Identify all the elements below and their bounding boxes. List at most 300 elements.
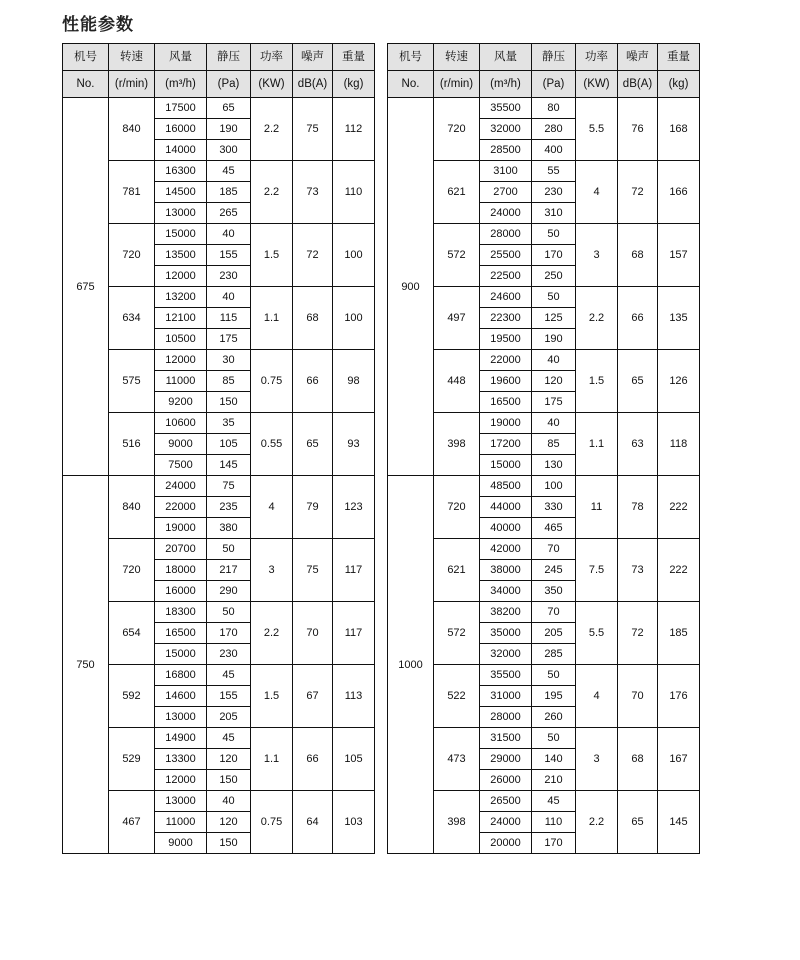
cell-flow: 13300 xyxy=(155,749,207,770)
cell-rpm: 654 xyxy=(109,602,155,665)
cell-pressure: 30 xyxy=(207,350,251,371)
header-weight: 重量 xyxy=(333,44,375,71)
cell-rpm: 572 xyxy=(434,602,480,665)
cell-flow: 15000 xyxy=(155,224,207,245)
cell-pressure: 195 xyxy=(532,686,576,707)
cell-flow: 48500 xyxy=(480,476,532,497)
cell-flow: 35000 xyxy=(480,623,532,644)
cell-pressure: 50 xyxy=(532,728,576,749)
performance-table-right xyxy=(387,43,700,854)
cell-flow: 24600 xyxy=(480,287,532,308)
cell-noise: 65 xyxy=(618,791,658,854)
cell-flow: 26500 xyxy=(480,791,532,812)
cell-flow: 13000 xyxy=(155,791,207,812)
cell-pressure: 35 xyxy=(207,413,251,434)
table-row xyxy=(63,476,375,497)
cell-weight: 167 xyxy=(658,728,700,791)
table-row xyxy=(63,350,375,371)
cell-pressure: 65 xyxy=(207,98,251,119)
cell-noise: 66 xyxy=(293,350,333,413)
cell-flow: 35500 xyxy=(480,98,532,119)
cell-power: 1.1 xyxy=(251,728,293,791)
cell-pressure: 70 xyxy=(532,602,576,623)
table-row xyxy=(63,791,375,812)
tables-container xyxy=(0,43,800,854)
cell-rpm: 720 xyxy=(434,476,480,539)
cell-rpm: 575 xyxy=(109,350,155,413)
cell-model: 1000 xyxy=(388,476,434,854)
header-weight-unit: (kg) xyxy=(658,71,700,98)
cell-flow: 38200 xyxy=(480,602,532,623)
cell-pressure: 170 xyxy=(532,245,576,266)
cell-pressure: 310 xyxy=(532,203,576,224)
cell-rpm: 720 xyxy=(109,224,155,287)
table-row xyxy=(63,224,375,245)
cell-weight: 117 xyxy=(333,539,375,602)
header-rpm: 转速 xyxy=(109,44,155,71)
table-body-left xyxy=(63,98,375,854)
cell-pressure: 205 xyxy=(207,707,251,728)
table-row xyxy=(388,98,700,119)
cell-noise: 65 xyxy=(618,350,658,413)
header-model-unit: No. xyxy=(63,71,109,98)
cell-pressure: 175 xyxy=(207,329,251,350)
cell-flow: 24000 xyxy=(480,203,532,224)
header-rpm: 转速 xyxy=(434,44,480,71)
cell-flow: 19600 xyxy=(480,371,532,392)
header-weight: 重量 xyxy=(658,44,700,71)
cell-flow: 13500 xyxy=(155,245,207,266)
cell-power: 2.2 xyxy=(251,161,293,224)
header-pressure-unit: (Pa) xyxy=(532,71,576,98)
cell-pressure: 190 xyxy=(532,329,576,350)
cell-power: 1.1 xyxy=(576,413,618,476)
cell-flow: 22000 xyxy=(480,350,532,371)
cell-pressure: 140 xyxy=(532,749,576,770)
cell-rpm: 398 xyxy=(434,413,480,476)
cell-weight: 166 xyxy=(658,161,700,224)
header-pressure-unit: (Pa) xyxy=(207,71,251,98)
cell-flow: 32000 xyxy=(480,644,532,665)
cell-pressure: 50 xyxy=(532,224,576,245)
cell-power: 4 xyxy=(576,161,618,224)
table-row xyxy=(388,665,700,686)
cell-flow: 17200 xyxy=(480,434,532,455)
cell-flow: 31500 xyxy=(480,728,532,749)
cell-power: 4 xyxy=(576,665,618,728)
cell-pressure: 260 xyxy=(532,707,576,728)
table-header-right xyxy=(388,44,700,98)
cell-pressure: 50 xyxy=(207,602,251,623)
header-noise-unit: dB(A) xyxy=(618,71,658,98)
header-row-2 xyxy=(63,71,375,98)
table-row xyxy=(388,224,700,245)
header-model: 机号 xyxy=(388,44,434,71)
cell-pressure: 105 xyxy=(207,434,251,455)
header-model: 机号 xyxy=(63,44,109,71)
cell-noise: 63 xyxy=(618,413,658,476)
cell-weight: 126 xyxy=(658,350,700,413)
cell-noise: 66 xyxy=(293,728,333,791)
header-power-unit: (KW) xyxy=(251,71,293,98)
cell-flow: 24000 xyxy=(480,812,532,833)
cell-flow: 22300 xyxy=(480,308,532,329)
table-row xyxy=(63,413,375,434)
cell-flow: 20700 xyxy=(155,539,207,560)
cell-flow: 9200 xyxy=(155,392,207,413)
cell-flow: 34000 xyxy=(480,581,532,602)
cell-weight: 135 xyxy=(658,287,700,350)
cell-weight: 93 xyxy=(333,413,375,476)
cell-flow: 29000 xyxy=(480,749,532,770)
cell-flow: 19500 xyxy=(480,329,532,350)
cell-power: 3 xyxy=(576,224,618,287)
cell-noise: 68 xyxy=(293,287,333,350)
table-row xyxy=(388,413,700,434)
cell-rpm: 473 xyxy=(434,728,480,791)
cell-model: 675 xyxy=(63,98,109,476)
header-pressure: 静压 xyxy=(532,44,576,71)
table-row xyxy=(63,161,375,182)
cell-rpm: 522 xyxy=(434,665,480,728)
cell-rpm: 529 xyxy=(109,728,155,791)
cell-power: 3 xyxy=(251,539,293,602)
cell-flow: 25500 xyxy=(480,245,532,266)
cell-pressure: 125 xyxy=(532,308,576,329)
cell-pressure: 120 xyxy=(532,371,576,392)
table-row xyxy=(388,602,700,623)
cell-weight: 110 xyxy=(333,161,375,224)
cell-weight: 100 xyxy=(333,224,375,287)
cell-power: 11 xyxy=(576,476,618,539)
cell-flow: 40000 xyxy=(480,518,532,539)
cell-flow: 16300 xyxy=(155,161,207,182)
cell-noise: 70 xyxy=(293,602,333,665)
cell-pressure: 100 xyxy=(532,476,576,497)
cell-pressure: 170 xyxy=(207,623,251,644)
cell-flow: 28000 xyxy=(480,707,532,728)
cell-rpm: 448 xyxy=(434,350,480,413)
table-row xyxy=(63,602,375,623)
cell-noise: 72 xyxy=(618,602,658,665)
cell-power: 0.75 xyxy=(251,791,293,854)
cell-power: 5.5 xyxy=(576,602,618,665)
cell-flow: 16500 xyxy=(155,623,207,644)
cell-pressure: 130 xyxy=(532,455,576,476)
header-power: 功率 xyxy=(251,44,293,71)
cell-rpm: 572 xyxy=(434,224,480,287)
cell-flow: 18000 xyxy=(155,560,207,581)
cell-pressure: 50 xyxy=(207,539,251,560)
cell-pressure: 40 xyxy=(532,350,576,371)
cell-pressure: 230 xyxy=(207,644,251,665)
header-noise: 噪声 xyxy=(618,44,658,71)
cell-pressure: 150 xyxy=(207,392,251,413)
cell-weight: 168 xyxy=(658,98,700,161)
cell-pressure: 45 xyxy=(207,728,251,749)
header-row-1 xyxy=(63,44,375,71)
cell-pressure: 465 xyxy=(532,518,576,539)
cell-pressure: 230 xyxy=(532,182,576,203)
cell-weight: 145 xyxy=(658,791,700,854)
cell-flow: 16800 xyxy=(155,665,207,686)
cell-flow: 16000 xyxy=(155,581,207,602)
cell-pressure: 290 xyxy=(207,581,251,602)
table-row xyxy=(388,791,700,812)
cell-weight: 157 xyxy=(658,224,700,287)
cell-flow: 15000 xyxy=(480,455,532,476)
cell-power: 7.5 xyxy=(576,539,618,602)
cell-pressure: 150 xyxy=(207,770,251,791)
header-rpm-unit: (r/min) xyxy=(434,71,480,98)
cell-flow: 12000 xyxy=(155,350,207,371)
cell-flow: 20000 xyxy=(480,833,532,854)
cell-pressure: 150 xyxy=(207,833,251,854)
cell-pressure: 120 xyxy=(207,749,251,770)
page-title: 性能参数 xyxy=(62,15,134,34)
cell-weight: 123 xyxy=(333,476,375,539)
cell-pressure: 400 xyxy=(532,140,576,161)
cell-pressure: 70 xyxy=(532,539,576,560)
cell-rpm: 781 xyxy=(109,161,155,224)
cell-flow: 32000 xyxy=(480,119,532,140)
cell-pressure: 85 xyxy=(207,371,251,392)
cell-flow: 26000 xyxy=(480,770,532,791)
cell-weight: 222 xyxy=(658,476,700,539)
table-row xyxy=(388,728,700,749)
cell-power: 0.75 xyxy=(251,350,293,413)
table-row xyxy=(388,287,700,308)
cell-pressure: 265 xyxy=(207,203,251,224)
cell-rpm: 516 xyxy=(109,413,155,476)
table-row xyxy=(63,728,375,749)
cell-noise: 75 xyxy=(293,98,333,161)
cell-power: 3 xyxy=(576,728,618,791)
cell-pressure: 205 xyxy=(532,623,576,644)
cell-flow: 2700 xyxy=(480,182,532,203)
cell-flow: 35500 xyxy=(480,665,532,686)
cell-noise: 75 xyxy=(293,539,333,602)
cell-power: 0.55 xyxy=(251,413,293,476)
cell-noise: 79 xyxy=(293,476,333,539)
header-rpm-unit: (r/min) xyxy=(109,71,155,98)
cell-flow: 3100 xyxy=(480,161,532,182)
cell-power: 2.2 xyxy=(251,98,293,161)
header-flow-unit: (m³/h) xyxy=(155,71,207,98)
cell-power: 1.1 xyxy=(251,287,293,350)
cell-pressure: 155 xyxy=(207,686,251,707)
cell-pressure: 110 xyxy=(532,812,576,833)
cell-noise: 66 xyxy=(618,287,658,350)
cell-pressure: 380 xyxy=(207,518,251,539)
cell-pressure: 230 xyxy=(207,266,251,287)
table-row xyxy=(63,287,375,308)
table-row xyxy=(63,665,375,686)
cell-pressure: 45 xyxy=(207,161,251,182)
cell-noise: 68 xyxy=(618,728,658,791)
cell-flow: 28000 xyxy=(480,224,532,245)
cell-weight: 113 xyxy=(333,665,375,728)
cell-weight: 105 xyxy=(333,728,375,791)
cell-flow: 10600 xyxy=(155,413,207,434)
cell-power: 2.2 xyxy=(576,791,618,854)
table-row xyxy=(388,350,700,371)
cell-weight: 98 xyxy=(333,350,375,413)
table-row xyxy=(388,476,700,497)
cell-pressure: 55 xyxy=(532,161,576,182)
cell-flow: 12000 xyxy=(155,266,207,287)
cell-pressure: 80 xyxy=(532,98,576,119)
cell-pressure: 170 xyxy=(532,833,576,854)
cell-flow: 24000 xyxy=(155,476,207,497)
table-row xyxy=(63,539,375,560)
cell-model: 750 xyxy=(63,476,109,854)
cell-pressure: 235 xyxy=(207,497,251,518)
cell-flow: 16500 xyxy=(480,392,532,413)
header-noise-unit: dB(A) xyxy=(293,71,333,98)
cell-rpm: 634 xyxy=(109,287,155,350)
cell-power: 1.5 xyxy=(251,665,293,728)
cell-weight: 118 xyxy=(658,413,700,476)
table-body-right xyxy=(388,98,700,854)
cell-rpm: 720 xyxy=(434,98,480,161)
cell-flow: 12000 xyxy=(155,770,207,791)
cell-noise: 70 xyxy=(618,665,658,728)
header-row-2 xyxy=(388,71,700,98)
cell-weight: 103 xyxy=(333,791,375,854)
cell-flow: 19000 xyxy=(480,413,532,434)
cell-rpm: 621 xyxy=(434,161,480,224)
cell-flow: 42000 xyxy=(480,539,532,560)
cell-flow: 13000 xyxy=(155,203,207,224)
cell-flow: 18300 xyxy=(155,602,207,623)
cell-power: 4 xyxy=(251,476,293,539)
cell-pressure: 40 xyxy=(207,791,251,812)
cell-flow: 11000 xyxy=(155,812,207,833)
cell-pressure: 40 xyxy=(207,287,251,308)
cell-pressure: 175 xyxy=(532,392,576,413)
cell-flow: 15000 xyxy=(155,644,207,665)
cell-pressure: 250 xyxy=(532,266,576,287)
cell-pressure: 50 xyxy=(532,665,576,686)
header-noise: 噪声 xyxy=(293,44,333,71)
cell-pressure: 155 xyxy=(207,245,251,266)
cell-pressure: 40 xyxy=(207,224,251,245)
cell-pressure: 245 xyxy=(532,560,576,581)
cell-noise: 68 xyxy=(618,224,658,287)
cell-flow: 14600 xyxy=(155,686,207,707)
cell-weight: 100 xyxy=(333,287,375,350)
cell-flow: 16000 xyxy=(155,119,207,140)
cell-rpm: 840 xyxy=(109,476,155,539)
cell-pressure: 190 xyxy=(207,119,251,140)
header-power: 功率 xyxy=(576,44,618,71)
cell-pressure: 217 xyxy=(207,560,251,581)
cell-flow: 31000 xyxy=(480,686,532,707)
cell-flow: 28500 xyxy=(480,140,532,161)
cell-noise: 76 xyxy=(618,98,658,161)
cell-flow: 14500 xyxy=(155,182,207,203)
cell-rpm: 497 xyxy=(434,287,480,350)
cell-pressure: 45 xyxy=(532,791,576,812)
header-model-unit: No. xyxy=(388,71,434,98)
cell-power: 2.2 xyxy=(576,287,618,350)
table-row xyxy=(388,161,700,182)
cell-noise: 78 xyxy=(618,476,658,539)
cell-noise: 64 xyxy=(293,791,333,854)
cell-pressure: 300 xyxy=(207,140,251,161)
cell-rpm: 592 xyxy=(109,665,155,728)
cell-pressure: 45 xyxy=(207,665,251,686)
cell-flow: 13200 xyxy=(155,287,207,308)
cell-flow: 22500 xyxy=(480,266,532,287)
cell-weight: 222 xyxy=(658,539,700,602)
cell-pressure: 350 xyxy=(532,581,576,602)
cell-flow: 7500 xyxy=(155,455,207,476)
cell-noise: 73 xyxy=(618,539,658,602)
cell-pressure: 280 xyxy=(532,119,576,140)
cell-power: 2.2 xyxy=(251,602,293,665)
cell-pressure: 210 xyxy=(532,770,576,791)
cell-flow: 11000 xyxy=(155,371,207,392)
cell-weight: 112 xyxy=(333,98,375,161)
cell-weight: 176 xyxy=(658,665,700,728)
cell-rpm: 467 xyxy=(109,791,155,854)
cell-pressure: 330 xyxy=(532,497,576,518)
table-row xyxy=(388,539,700,560)
cell-flow: 38000 xyxy=(480,560,532,581)
performance-table-left xyxy=(62,43,375,854)
cell-power: 5.5 xyxy=(576,98,618,161)
cell-flow: 13000 xyxy=(155,707,207,728)
cell-flow: 12100 xyxy=(155,308,207,329)
cell-flow: 14000 xyxy=(155,140,207,161)
table-row xyxy=(63,98,375,119)
cell-noise: 72 xyxy=(618,161,658,224)
cell-rpm: 720 xyxy=(109,539,155,602)
header-pressure: 静压 xyxy=(207,44,251,71)
cell-flow: 17500 xyxy=(155,98,207,119)
cell-flow: 10500 xyxy=(155,329,207,350)
header-flow: 风量 xyxy=(480,44,532,71)
cell-pressure: 40 xyxy=(532,413,576,434)
cell-model: 900 xyxy=(388,98,434,476)
cell-power: 1.5 xyxy=(576,350,618,413)
cell-flow: 9000 xyxy=(155,833,207,854)
cell-weight: 117 xyxy=(333,602,375,665)
header-power-unit: (KW) xyxy=(576,71,618,98)
cell-pressure: 120 xyxy=(207,812,251,833)
cell-rpm: 840 xyxy=(109,98,155,161)
document-page xyxy=(0,10,800,960)
cell-pressure: 115 xyxy=(207,308,251,329)
cell-power: 1.5 xyxy=(251,224,293,287)
cell-pressure: 145 xyxy=(207,455,251,476)
cell-flow: 9000 xyxy=(155,434,207,455)
cell-pressure: 285 xyxy=(532,644,576,665)
cell-pressure: 75 xyxy=(207,476,251,497)
cell-flow: 19000 xyxy=(155,518,207,539)
cell-pressure: 185 xyxy=(207,182,251,203)
cell-flow: 22000 xyxy=(155,497,207,518)
cell-noise: 73 xyxy=(293,161,333,224)
cell-noise: 72 xyxy=(293,224,333,287)
cell-flow: 44000 xyxy=(480,497,532,518)
header-flow-unit: (m³/h) xyxy=(480,71,532,98)
cell-pressure: 85 xyxy=(532,434,576,455)
header-flow: 风量 xyxy=(155,44,207,71)
header-weight-unit: (kg) xyxy=(333,71,375,98)
